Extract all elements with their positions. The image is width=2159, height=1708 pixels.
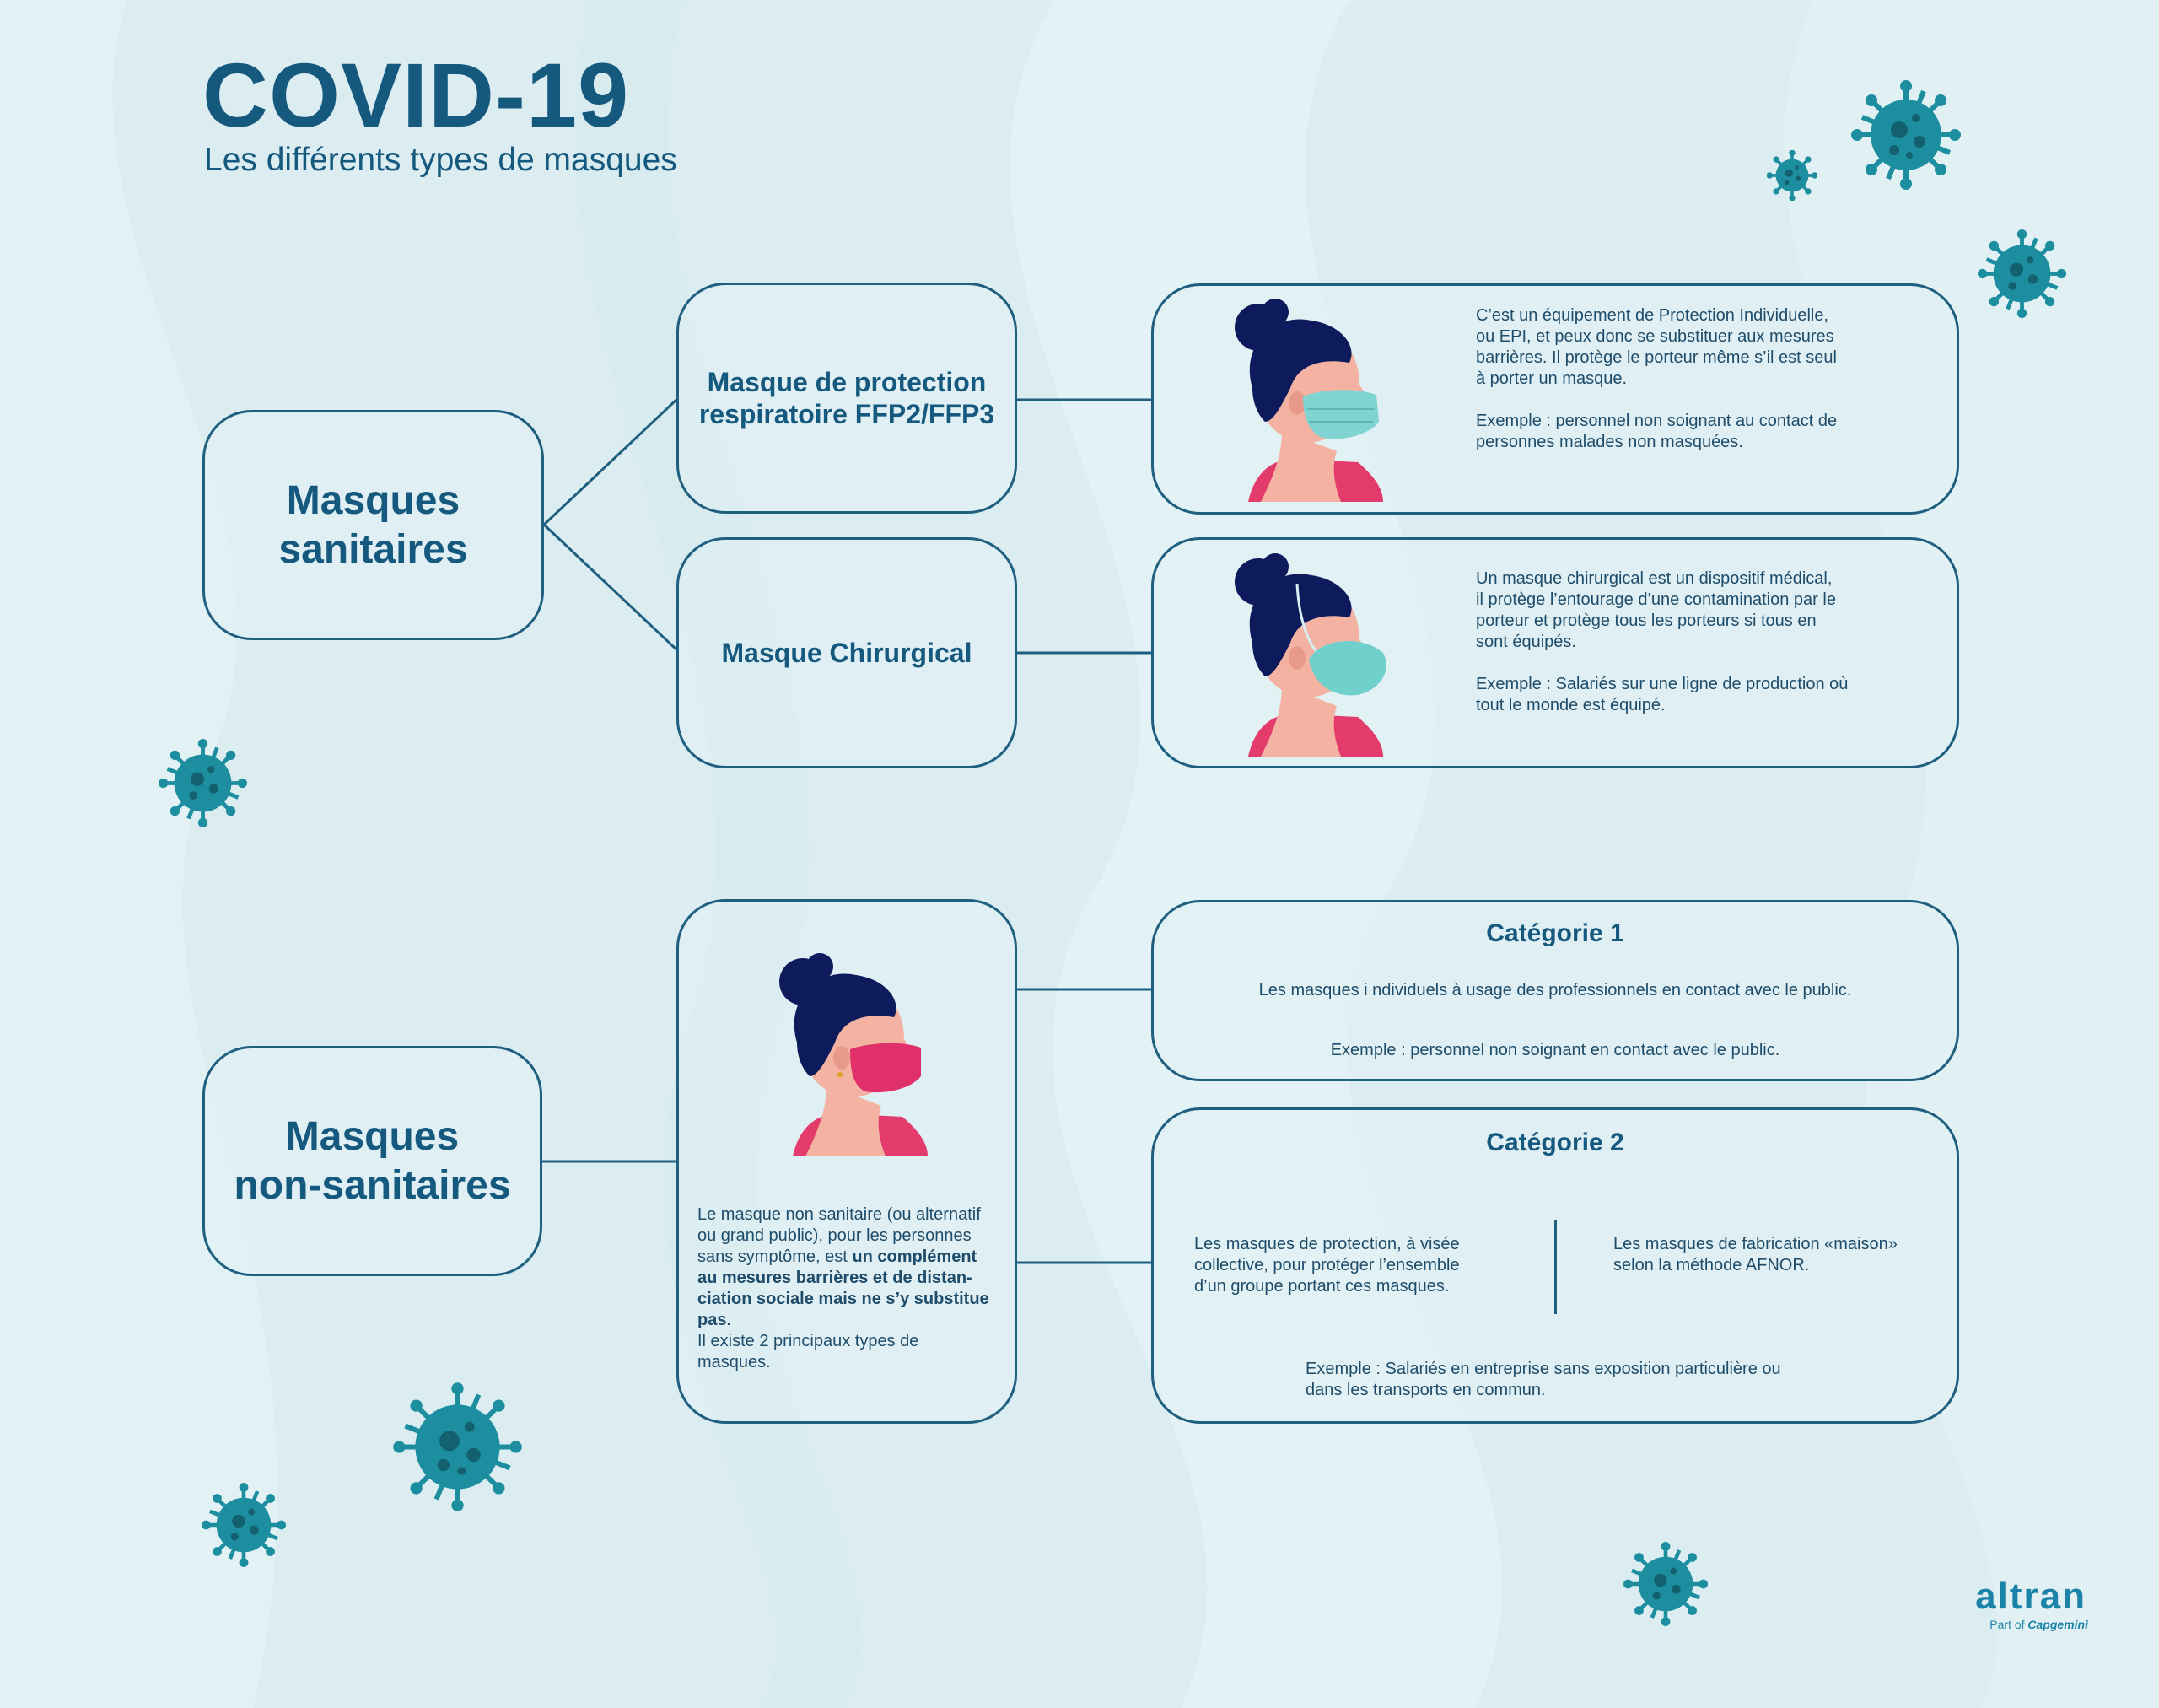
chirurgical-description bbox=[1476, 568, 1914, 716]
categorie-2-example-line: Exemple : Salariés en entreprise sans exposition particulière ou bbox=[1306, 1360, 1781, 1378]
categorie-2-left-line: d’un groupe portant ces masques. bbox=[1194, 1277, 1450, 1296]
ffp-desc-line: ou EPI, et peux donc se substituer aux mesures bbox=[1476, 327, 1834, 346]
masques-non-sanitaires-label-line2: non-sanitaires bbox=[234, 1162, 511, 1208]
virus-icon bbox=[159, 739, 247, 827]
page-title: COVID-19 bbox=[202, 44, 630, 146]
categorie-2-box bbox=[1151, 1107, 1959, 1424]
ffp-label-line2: respiratoire FFP2/FFP3 bbox=[698, 399, 995, 429]
virus-icon bbox=[1767, 150, 1817, 201]
woman-fabric-mask-illustration bbox=[759, 950, 945, 1156]
categorie-2-right-line: selon la méthode AFNOR. bbox=[1613, 1256, 1810, 1274]
ffp-mask-box bbox=[676, 283, 1017, 514]
chirurgical-example-line: Exemple : Salariés sur une ligne de production où bbox=[1476, 675, 1849, 693]
tagline-prefix: Part of bbox=[1989, 1618, 2025, 1631]
categorie-1-example: Exemple : personnel non soignant en contact avec le public. bbox=[1330, 1041, 1780, 1059]
non-sanitaire-desc-bold: ciation sociale mais ne s’y substitue bbox=[697, 1290, 989, 1308]
categorie-2-right-line: Les masques de fabrication «maison» bbox=[1613, 1235, 1898, 1253]
tagline-brand: Capgemini bbox=[2027, 1618, 2088, 1631]
chirurgical-label: Masque Chirurgical bbox=[721, 638, 972, 668]
ffp-desc-line: C’est un équipement de Protection Individuelle, bbox=[1476, 306, 1829, 325]
categorie-1-title: Catégorie 1 bbox=[1486, 919, 1624, 947]
chirurgical-desc-line: porteur et protège tous les porteurs si tous en bbox=[1476, 612, 1817, 630]
categorie-2-left-line: collective, pour protéger l’ensemble bbox=[1194, 1256, 1460, 1274]
masques-sanitaires-box bbox=[202, 410, 544, 640]
virus-icon bbox=[1978, 229, 2066, 318]
virus-icon bbox=[1851, 80, 1961, 190]
woman-surgical-mask-illustration bbox=[1214, 550, 1400, 757]
non-sanitaire-desc-bold: un complément bbox=[852, 1247, 977, 1266]
virus-icon bbox=[392, 1382, 523, 1512]
categorie-1-box bbox=[1151, 900, 1959, 1081]
non-sanitaire-desc-line: masques. bbox=[697, 1353, 771, 1371]
categorie-2-example bbox=[1306, 1359, 1845, 1401]
non-sanitaire-desc-bold: au mesures barrières et de distan- bbox=[697, 1269, 972, 1287]
chirurgical-example-line: tout le monde est équipé. bbox=[1476, 696, 1666, 714]
masques-non-sanitaires-box bbox=[202, 1046, 542, 1276]
chirurgical-mask-box bbox=[676, 537, 1017, 768]
ffp-example-line: Exemple : personnel non soignant au contact de bbox=[1476, 412, 1838, 430]
chirurgical-desc-line: sont équipés. bbox=[1476, 633, 1576, 651]
masques-sanitaires-label-line2: sanitaires bbox=[278, 526, 468, 572]
masques-sanitaires-label-line1: Masques bbox=[286, 477, 460, 523]
ffp-label-line1: Masque de protection bbox=[707, 367, 987, 397]
categorie-2-divider bbox=[1554, 1220, 1557, 1314]
non-sanitaire-desc-line: ou grand public), pour les personnes bbox=[697, 1226, 972, 1245]
categorie-2-right-text bbox=[1613, 1234, 1934, 1276]
chirurgical-desc-line: il protège l’entourage d’une contamination par le bbox=[1476, 590, 1836, 609]
categorie-2-left-text bbox=[1194, 1234, 1498, 1297]
altran-logo: altran bbox=[1975, 1576, 2086, 1617]
categorie-2-left-line: Les masques de protection, à visée bbox=[1194, 1235, 1460, 1253]
page-subtitle: Les différents types de masques bbox=[204, 142, 677, 178]
non-sanitaire-desc-bold: pas. bbox=[697, 1311, 732, 1329]
chirurgical-desc-line: Un masque chirurgical est un dispositif médical, bbox=[1476, 569, 1833, 588]
woman-ffp-mask-illustration bbox=[1214, 295, 1400, 502]
ffp-desc-line: à porter un masque. bbox=[1476, 369, 1627, 388]
categorie-2-example-line: dans les transports en commun. bbox=[1306, 1381, 1546, 1399]
ffp-example-line: personnes malades non masquées. bbox=[1476, 433, 1743, 451]
ffp-description bbox=[1476, 305, 1914, 453]
virus-icon bbox=[202, 1483, 286, 1567]
virus-icon bbox=[1623, 1542, 1708, 1626]
non-sanitaire-desc-line: Le masque non sanitaire (ou alternatif bbox=[697, 1205, 981, 1224]
capgemini-tagline bbox=[1989, 1618, 2088, 1631]
non-sanitaire-desc-line: Il existe 2 principaux types de bbox=[697, 1332, 919, 1350]
non-sanitaire-desc-line: sans symptôme, est bbox=[697, 1247, 853, 1266]
categorie-2-title: Catégorie 2 bbox=[1486, 1129, 1624, 1156]
categorie-1-text: Les masques i ndividuels à usage des professionnels en contact avec le public. bbox=[1258, 981, 1852, 999]
masques-non-sanitaires-label-line1: Masques bbox=[285, 1113, 460, 1159]
non-sanitaire-description bbox=[697, 1204, 1010, 1373]
ffp-desc-line: barrières. Il protège le porteur même s’il est seul bbox=[1476, 348, 1837, 367]
